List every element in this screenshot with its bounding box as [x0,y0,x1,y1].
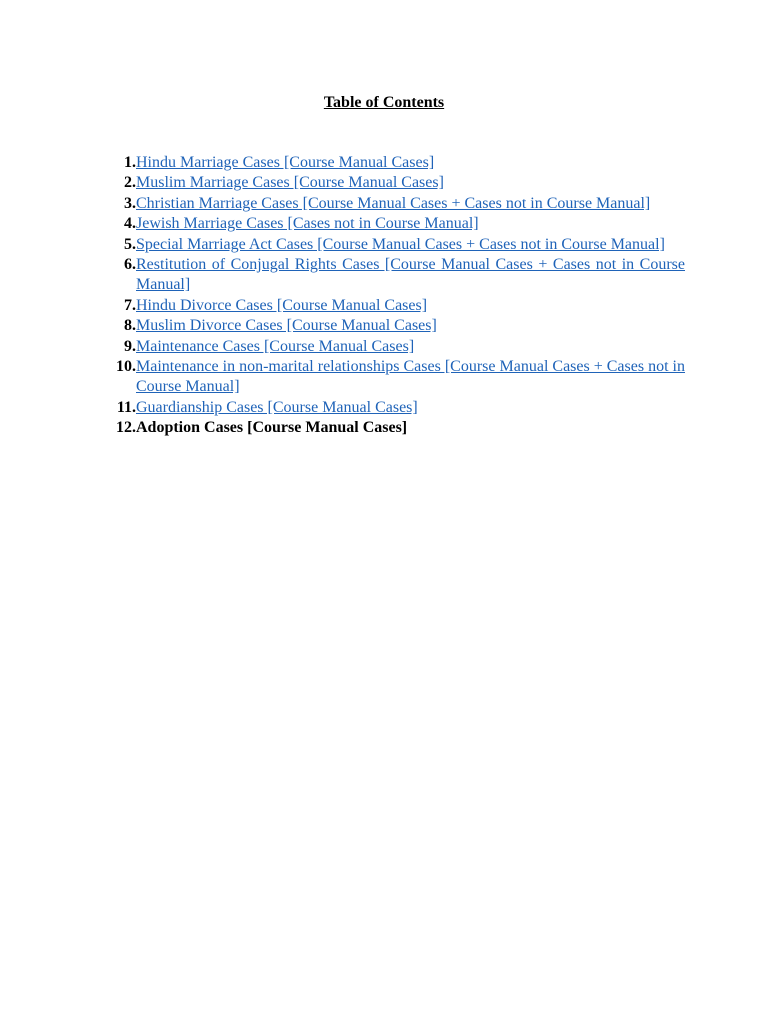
toc-item [105,296,685,316]
toc-link-guardianship[interactable]: Guardianship Cases [Course Manual Cases] [136,398,418,416]
toc-link-christian-marriage[interactable]: Christian Marriage Cases [Course Manual Cases + Cases not in Course Manual] [136,194,651,212]
toc-item-number: 1. [124,154,136,171]
toc-link-maintenance-non-marital[interactable]: Maintenance in non-marital relationships Cases [Course Manual Cases + Cases not in Course Manual] [136,358,685,396]
toc-item-number: 3. [124,194,136,212]
toc-item-number: 4. [124,215,136,233]
toc-item [105,173,685,193]
toc-item-number: 11. [116,398,136,416]
toc-item-number: 10. [116,358,136,376]
toc-item [105,194,685,214]
toc-item [105,153,685,173]
toc-item-number: 8. [124,317,136,335]
toc-item-number: 6. [124,256,136,274]
toc-item [105,316,685,336]
toc-link-muslim-marriage[interactable]: Muslim Marriage Cases [Course Manual Cases] [136,174,444,192]
toc-item-number: 2. [124,174,136,192]
toc-item [105,357,685,398]
toc-item-number: 7. [124,296,136,314]
toc-item [105,418,685,438]
toc-link-hindu-marriage[interactable]: Hindu Marriage Cases [Course Manual Cases] [136,154,435,171]
toc-item [105,398,685,418]
toc-item [105,235,685,255]
page-title: Table of Contents [323,94,445,111]
toc-item-number: 9. [124,337,136,355]
toc-link-special-marriage-act[interactable]: Special Marriage Act Cases [Course Manual Cases + Cases not in Course Manual] [136,235,665,253]
toc-item [105,214,685,234]
toc-item-adoption: Adoption Cases [Course Manual Cases] [136,419,408,437]
toc-link-hindu-divorce[interactable]: Hindu Divorce Cases [Course Manual Cases] [136,296,428,314]
toc-list [105,153,685,439]
toc-item-number: 5. [124,235,136,253]
toc-item [105,255,685,296]
toc-item [105,337,685,357]
toc-link-maintenance[interactable]: Maintenance Cases [Course Manual Cases] [136,337,415,355]
toc-link-muslim-divorce[interactable]: Muslim Divorce Cases [Course Manual Cases] [136,317,437,335]
toc-link-restitution-conjugal-rights[interactable]: Restitution of Conjugal Rights Cases [Course Manual Cases + Cases not in Course Manual] [136,256,685,294]
toc-link-jewish-marriage[interactable]: Jewish Marriage Cases [Cases not in Course Manual] [136,215,479,233]
toc-item-number: 12. [116,419,136,437]
